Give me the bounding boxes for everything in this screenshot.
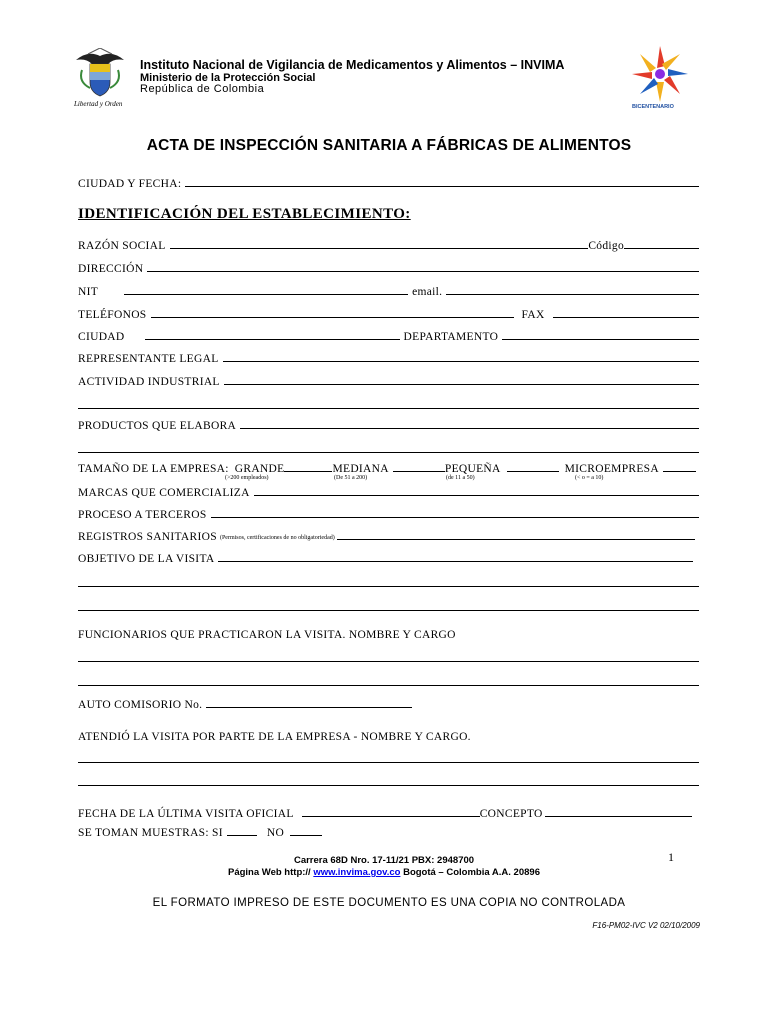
- funcionarios-label: FUNCIONARIOS QUE PRACTICARON LA VISITA. NOMBRE Y CARGO: [78, 629, 456, 641]
- page-number: 1: [668, 850, 674, 864]
- bicentenario-caption: BICENTENARIO: [632, 104, 674, 110]
- registros-note: (Permisos, certificaciones de no obligatoriedad): [219, 535, 335, 541]
- mediana-label: MEDIANA: [332, 463, 389, 475]
- objetivo-label: OBJETIVO DE LA VISITA: [78, 553, 215, 565]
- pequena-note: (de 11 a 50): [446, 475, 475, 481]
- actividad-field[interactable]: [224, 383, 699, 385]
- pequena-label: PEQUEÑA: [444, 463, 501, 475]
- actividad-row: [78, 374, 699, 388]
- nit-label: NIT: [78, 286, 99, 298]
- proceso-row: [78, 507, 699, 521]
- micro-note: (< o = a 10): [575, 475, 604, 481]
- marcas-row: [78, 485, 699, 499]
- ciudad-label: CIUDAD: [78, 331, 125, 343]
- objetivo-line-3[interactable]: [78, 610, 699, 611]
- ciudad-row: [78, 329, 699, 343]
- republic-name: República de Colombia: [140, 83, 265, 95]
- direccion-field[interactable]: [147, 270, 699, 272]
- section-title: IDENTIFICACIÓN DEL ESTABLECIMIENTO:: [78, 206, 411, 222]
- proceso-label: PROCESO A TERCEROS: [78, 509, 207, 521]
- razon-social-row: [78, 238, 699, 252]
- funcionarios-line-1[interactable]: [78, 661, 699, 662]
- direccion-row: [78, 261, 699, 275]
- marcas-label: MARCAS QUE COMERCIALIZA: [78, 487, 250, 499]
- mediana-note: (De 51 a 200): [334, 475, 368, 481]
- razon-social-field[interactable]: [170, 247, 589, 249]
- grande-note: (>200 empleados): [225, 475, 269, 481]
- micro-label: MICROEMPRESA: [564, 463, 659, 475]
- departamento-label: DEPARTAMENTO: [403, 331, 499, 343]
- atendio-row: [78, 729, 699, 743]
- document-code: F16-PM02-IVC V2 02/10/2009: [592, 921, 700, 930]
- fecha-ultima-label: FECHA DE LA ÚLTIMA VISITA OFICIAL: [78, 808, 294, 820]
- footer-web: [0, 867, 768, 878]
- nit-row: [78, 284, 699, 298]
- bicentenario-logo: [628, 40, 692, 114]
- funcionarios-row: [78, 627, 699, 641]
- footer-web-suffix: Bogotá – Colombia A.A. 20896: [400, 867, 540, 878]
- email-field[interactable]: [446, 293, 699, 295]
- representante-row: [78, 351, 699, 365]
- objetivo-row: [78, 551, 693, 565]
- footer-address: Carrera 68D Nro. 17-11/21 PBX: 2948700: [293, 855, 475, 866]
- auto-row: [78, 697, 699, 711]
- codigo-field[interactable]: [624, 247, 699, 249]
- city-date-field[interactable]: [185, 185, 699, 187]
- ciudad-field[interactable]: [145, 338, 400, 340]
- grande-field[interactable]: [284, 470, 332, 472]
- auto-label: AUTO COMISORIO No.: [78, 699, 203, 711]
- grande-label: GRANDE: [234, 463, 285, 475]
- fax-label: FAX: [521, 309, 545, 321]
- concepto-field[interactable]: [545, 815, 692, 817]
- muestras-si-field[interactable]: [227, 834, 257, 836]
- institute-name: Instituto Nacional de Vigilancia de Medicamentos y Alimentos – INVIMA: [140, 58, 565, 72]
- productos-row: [78, 418, 699, 432]
- productos-label: PRODUCTOS QUE ELABORA: [78, 420, 237, 432]
- city-date-label: CIUDAD Y FECHA:: [78, 178, 182, 190]
- productos-field[interactable]: [240, 427, 699, 429]
- nit-field[interactable]: [124, 293, 408, 295]
- atendio-line-1[interactable]: [78, 762, 699, 763]
- footer-web-prefix: Página Web http://: [228, 867, 311, 878]
- coat-of-arms-caption: Libertad y Orden: [74, 100, 123, 108]
- registros-row: [78, 529, 695, 543]
- atendio-label: ATENDIÓ LA VISITA POR PARTE DE LA EMPRESA - NOMBRE Y CARGO.: [78, 731, 471, 743]
- fecha-ultima-row: [78, 806, 692, 820]
- email-label: email.: [412, 286, 443, 298]
- footer-web-link[interactable]: www.invima.gov.co: [313, 867, 401, 878]
- actividad-extra-line[interactable]: [78, 408, 699, 409]
- control-notice: EL FORMATO IMPRESO DE ESTE DOCUMENTO ES UNA COPIA NO CONTROLADA: [152, 897, 626, 909]
- productos-extra-line[interactable]: [78, 452, 699, 453]
- representante-label: REPRESENTANTE LEGAL: [78, 353, 219, 365]
- objetivo-line-2[interactable]: [78, 586, 699, 587]
- telefonos-label: TELÉFONOS: [78, 309, 147, 321]
- registros-label: REGISTROS SANITARIOS: [78, 531, 217, 543]
- atendio-line-2[interactable]: [78, 785, 699, 786]
- tamano-label: TAMAÑO DE LA EMPRESA:: [78, 463, 229, 475]
- telefonos-row: [78, 307, 699, 321]
- funcionarios-line-2[interactable]: [78, 685, 699, 686]
- fax-field[interactable]: [553, 316, 699, 318]
- muestras-no-field[interactable]: [290, 834, 322, 836]
- micro-field[interactable]: [663, 470, 696, 472]
- actividad-label: ACTIVIDAD INDUSTRIAL: [78, 376, 220, 388]
- objetivo-field[interactable]: [218, 560, 693, 562]
- marcas-field[interactable]: [254, 494, 699, 496]
- document-title: ACTA DE INSPECCIÓN SANITARIA A FÁBRICAS DE ALIMENTOS: [146, 137, 632, 154]
- codigo-label: Código: [588, 240, 624, 252]
- muestras-label: SE TOMAN MUESTRAS: SI: [78, 827, 223, 839]
- fecha-ultima-field[interactable]: [302, 815, 480, 817]
- representante-field[interactable]: [223, 360, 699, 362]
- direccion-label: DIRECCIÓN: [78, 263, 144, 275]
- pequena-field[interactable]: [507, 470, 559, 472]
- tamano-row: [78, 461, 696, 475]
- registros-field[interactable]: [337, 538, 695, 540]
- ministry-name: Ministerio de la Protección Social: [140, 72, 316, 84]
- mediana-field[interactable]: [393, 470, 445, 472]
- auto-field[interactable]: [206, 706, 412, 708]
- departamento-field[interactable]: [502, 338, 699, 340]
- muestras-row: [78, 825, 699, 839]
- proceso-field[interactable]: [211, 516, 699, 518]
- telefonos-field[interactable]: [151, 316, 514, 318]
- concepto-label: CONCEPTO: [479, 808, 543, 820]
- city-date-row: [78, 176, 699, 190]
- razon-social-label: RAZÓN SOCIAL: [78, 240, 166, 252]
- muestras-no-label: NO: [266, 827, 285, 839]
